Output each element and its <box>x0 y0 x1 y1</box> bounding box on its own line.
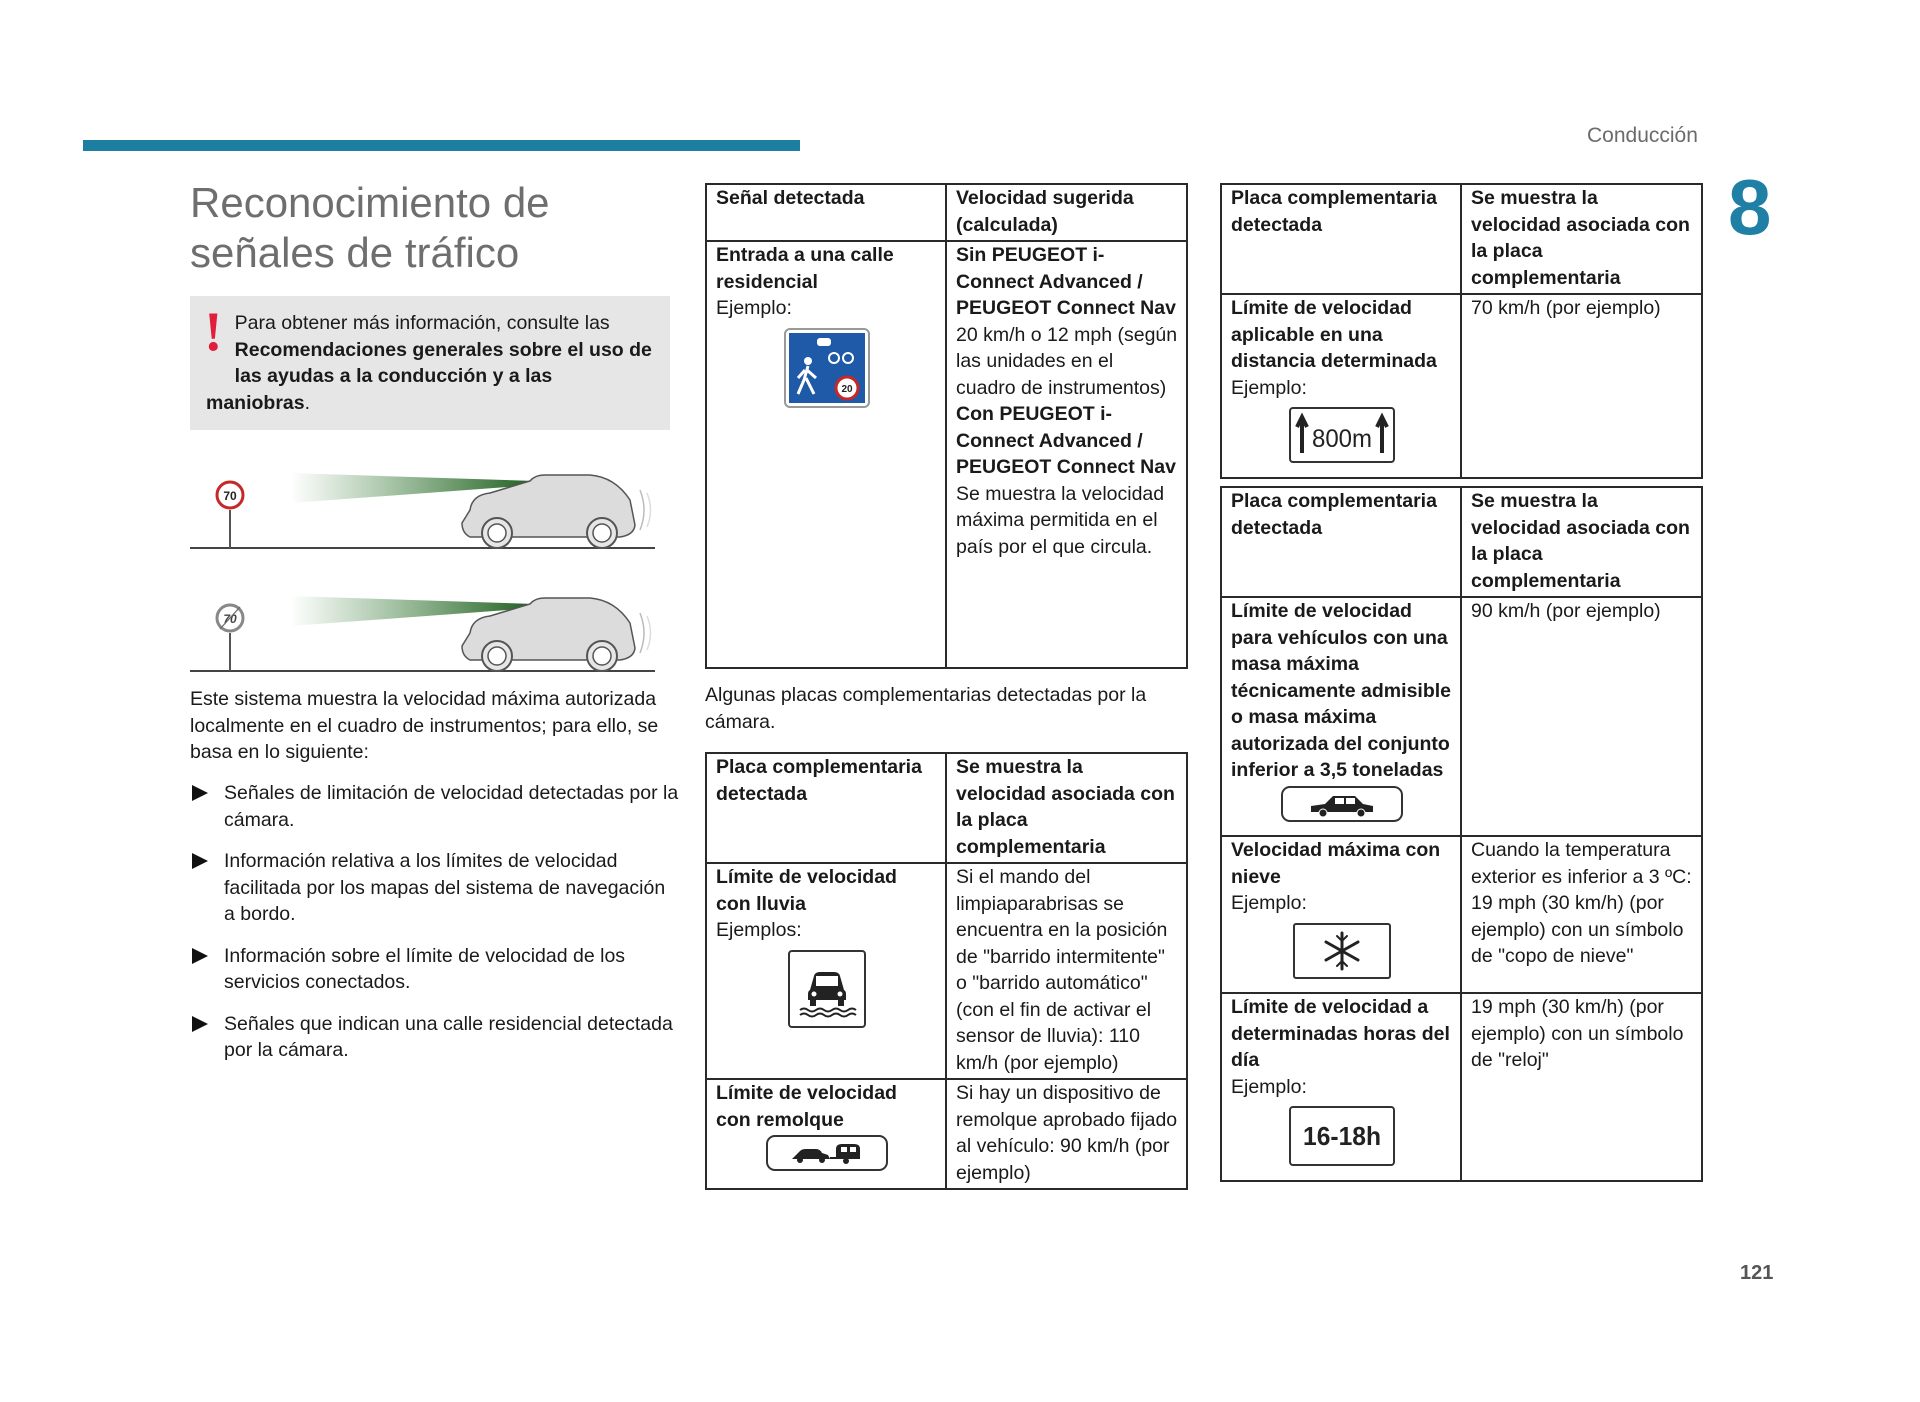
without-connect-title: Sin PEUGEOT i-Connect Advanced / PEUGEOT Connect Nav <box>956 244 1176 319</box>
plates-table-distance <box>1220 183 1703 479</box>
table-header-cell: Se muestra la velocidad asociada con la placa complementaria <box>946 753 1187 863</box>
table-cell: 70 km/h (por ejemplo) <box>1461 294 1702 478</box>
table-cell <box>1221 294 1461 478</box>
table-header-cell: Señal detectada <box>706 184 946 241</box>
row-label: Límite de velocidad con remolque <box>716 1082 897 1131</box>
trailer-plate <box>716 1133 937 1183</box>
list-item <box>190 1011 680 1064</box>
list-item <box>190 943 680 996</box>
car-camera-diagram-icon <box>190 455 660 680</box>
triangle-bullet-icon <box>192 1016 208 1032</box>
list-item <box>190 780 680 833</box>
plates-table-right <box>1220 486 1703 1182</box>
page-title <box>190 178 670 278</box>
table-row <box>1221 294 1702 478</box>
distance-plate <box>1231 401 1452 475</box>
table-cell: Cuando la temperatura exterior es inferior a 3 ºC: 19 mph (30 km/h) (por ejemplo) con un símbolo de "copo de nieve" <box>1461 836 1702 993</box>
camera-illustration <box>190 455 660 680</box>
list-item-text: Información sobre el límite de velocidad de los servicios conectados. <box>224 944 626 993</box>
table-header-cell: Velocidad sugerida (calculada) <box>946 184 1187 241</box>
svg-text:20: 20 <box>840 383 853 395</box>
table-cell <box>1221 597 1461 836</box>
row-label: Límite de velocidad con lluvia <box>716 866 897 915</box>
table-row <box>1221 836 1702 993</box>
with-connect-text: Se muestra la velocidad máxima permitida en el país por el que circula. <box>956 482 1165 558</box>
without-connect-text: 20 km/h o 12 mph (según las unidades en el cuadro de instrumentos) <box>956 323 1178 399</box>
table-header-row <box>1221 184 1702 294</box>
snow-plate <box>1231 917 1452 991</box>
table-cell <box>706 863 946 1079</box>
row-label: Límite de velocidad a determinadas horas del día <box>1231 996 1450 1071</box>
triangle-bullet-icon <box>192 853 208 869</box>
row-label: Entrada a una calle residencial <box>716 244 894 293</box>
snowflake-sign-icon <box>1293 923 1391 979</box>
distance-sign-icon <box>1289 407 1395 463</box>
header-accent-bar <box>83 140 800 151</box>
table-row <box>706 863 1187 1079</box>
vehicle-plate <box>1231 784 1452 834</box>
plates-intro: Algunas placas complementarias detectadas por la cámara. <box>705 684 1147 733</box>
svg-text:800m: 800m <box>1311 425 1372 453</box>
intro-paragraph: Este sistema muestra la velocidad máxima autorizada localmente en el cuadro de instrumentos; para ello, se basa en lo siguiente: <box>190 688 659 763</box>
example-label: Ejemplo: <box>1231 1075 1307 1098</box>
triangle-bullet-icon <box>192 785 208 801</box>
example-label: Ejemplo: <box>716 297 792 319</box>
list-item-text: Señales de limitación de velocidad detectadas por la cámara. <box>224 782 679 831</box>
section-label: Conducción <box>1587 124 1698 147</box>
row-label: Límite de velocidad aplicable en una distancia determinada <box>1231 297 1437 372</box>
table-row <box>1221 993 1702 1181</box>
svg-text:70: 70 <box>223 489 237 503</box>
table-row <box>1221 597 1702 836</box>
example-label: Ejemplo: <box>1231 376 1307 399</box>
page-title-line1: Reconocimiento de <box>190 179 550 226</box>
table-cell <box>946 241 1187 668</box>
table-cell: 90 km/h (por ejemplo) <box>1461 597 1702 836</box>
svg-text:16-18h: 16-18h <box>1302 1121 1381 1151</box>
triangle-bullet-icon <box>192 948 208 964</box>
table-cell <box>1221 993 1461 1181</box>
row-label: Velocidad máxima con nieve <box>1231 839 1441 888</box>
page-number: 121 <box>1740 1262 1774 1284</box>
table-row <box>706 1079 1187 1189</box>
list-item <box>190 848 680 928</box>
page-title-line2: señales de tráfico <box>190 229 520 276</box>
car-sign-icon <box>1281 786 1403 822</box>
source-list <box>190 780 680 1079</box>
table-header-row <box>706 753 1187 863</box>
table-header-cell: Placa complementaria detectada <box>1221 487 1461 597</box>
trailer-sign-icon <box>766 1135 888 1171</box>
svg-text:70: 70 <box>223 612 237 626</box>
table-header-row <box>1221 487 1702 597</box>
table-header-cell: Placa complementaria detectada <box>706 753 946 863</box>
table-cell <box>1221 836 1461 993</box>
warning-text: Para obtener más información, consulte las <box>234 312 610 334</box>
warning-text-end: . <box>304 391 311 414</box>
table-cell: 19 mph (30 km/h) (por ejemplo) con un símbolo de "reloj" <box>1461 993 1702 1181</box>
table-header-row <box>706 184 1187 241</box>
table-cell <box>706 1079 946 1189</box>
chapter-number: 8 <box>1728 163 1772 251</box>
rain-car-sign-icon <box>788 950 866 1028</box>
warning-box <box>190 296 670 430</box>
time-period-sign-icon <box>1289 1106 1395 1166</box>
residential-street-sign-icon <box>784 328 870 408</box>
list-item-text: Señales que indican una calle residencial detectada por la cámara. <box>224 1012 673 1061</box>
exclamation-icon: ! <box>204 301 223 363</box>
detected-sign-table <box>705 183 1188 669</box>
example-label: Ejemplo: <box>1231 892 1307 914</box>
time-plate <box>1231 1100 1452 1178</box>
table-cell <box>706 241 946 668</box>
table-header-cell: Se muestra la velocidad asociada con la placa complementaria <box>1461 184 1702 294</box>
table-cell: Si hay un dispositivo de remolque aprobado fijado al vehículo: 90 km/h (por ejemplo) <box>946 1079 1187 1189</box>
list-item-text: Información relativa a los límites de velocidad facilitada por los mapas del sistema de navegación a bordo. <box>224 850 666 925</box>
table-cell: Si el mando del limpiaparabrisas se encuentra en la posición de "barrido intermitente" o "barrido automático" (con el fin de activar el sensor de lluvia): 110 km/h (por ejemplo) <box>946 863 1187 1079</box>
row-label: Límite de velocidad para vehículos con una masa máxima técnicamente admisible o masa máxima autorizada del conjunto inferior a 3,5 toneladas <box>1231 600 1452 781</box>
table-row <box>706 241 1187 668</box>
example-label: Ejemplos: <box>716 919 802 941</box>
table-header-cell: Placa complementaria detectada <box>1221 184 1461 294</box>
with-connect-title: Con PEUGEOT i-Connect Advanced / PEUGEOT Connect Nav <box>956 403 1176 478</box>
plates-table-left <box>705 752 1188 1190</box>
warning-link-text: Recomendaciones generales sobre el uso de las ayudas a la conducción y a las maniobras <box>206 338 652 414</box>
rain-plate <box>716 944 937 1040</box>
table-header-cell: Se muestra la velocidad asociada con la placa complementaria <box>1461 487 1702 597</box>
residential-street-sign <box>716 322 937 420</box>
